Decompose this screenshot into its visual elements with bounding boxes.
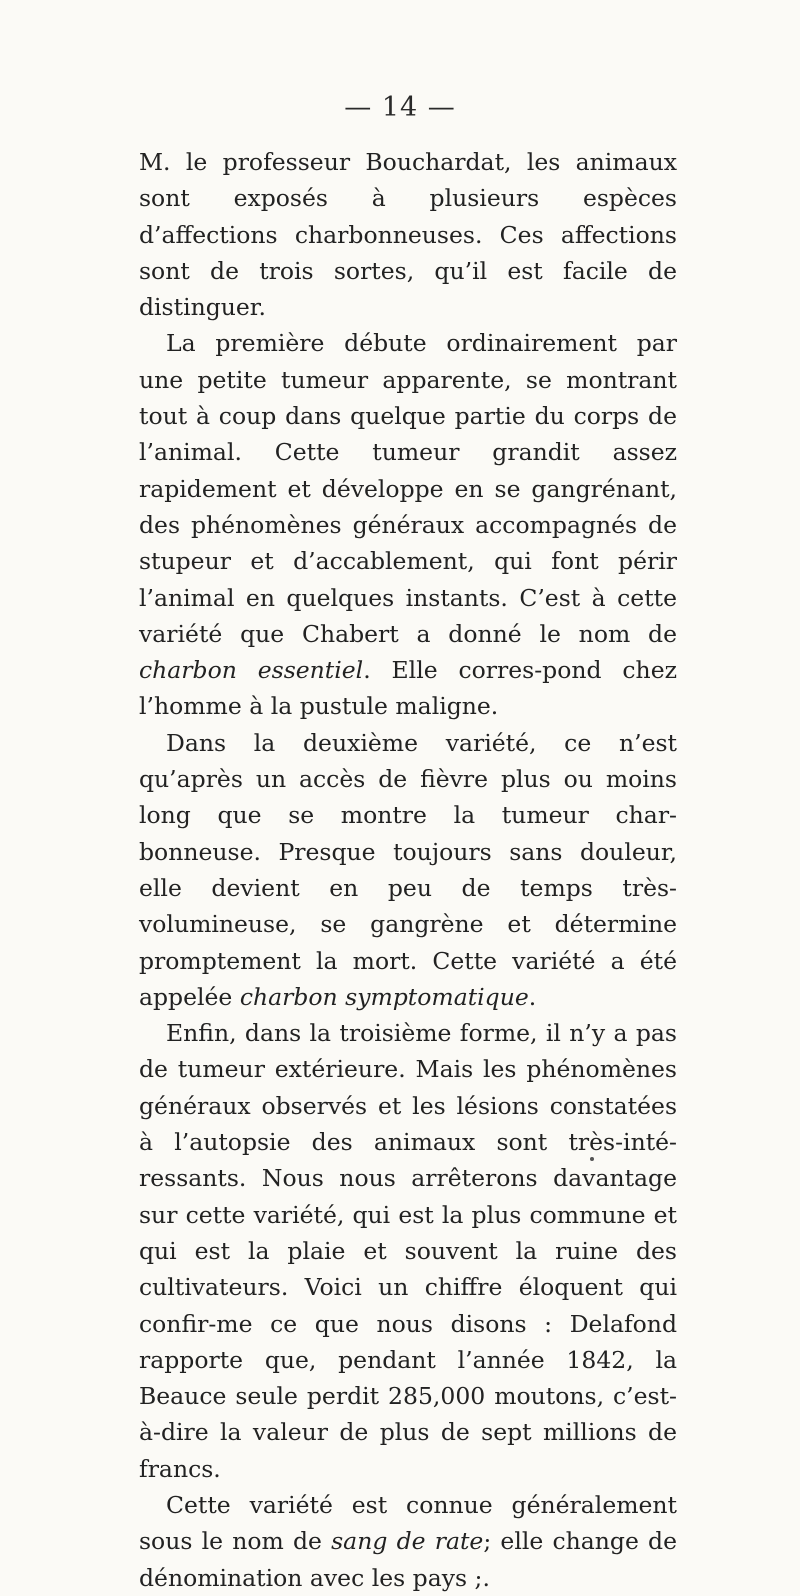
- ink-speck: [590, 1157, 594, 1161]
- paragraph-2-text-after: . Elle corres-pond chez l’homme à la pustule maligne.: [139, 656, 677, 721]
- body-text: [139, 144, 677, 1596]
- paragraph-3: [139, 725, 677, 1015]
- paragraph-3-text-after: .: [528, 982, 537, 1011]
- paragraph-3-italic-term: charbon symptomatique: [239, 982, 529, 1011]
- paragraph-4: [139, 1015, 677, 1487]
- paragraph-2-italic-term: charbon essentiel: [139, 656, 364, 685]
- paragraph-1-text: M. le professeur Bouchardat, les animaux sont exposés à plusieurs espèces d’affections charbonneuses. Ces affections sont de trois sortes, qu’il est facile de distinguer.: [139, 148, 677, 322]
- paragraph-1: [139, 144, 677, 325]
- page-number: — 14 —: [344, 92, 456, 123]
- paragraph-5-text-before: Cette variété est connue généralement sous le nom de: [139, 1490, 677, 1556]
- paragraph-5-italic-term: sang de rate: [331, 1527, 484, 1556]
- paragraph-5: [139, 1487, 677, 1596]
- paragraph-3-text-before: Dans la deuxième variété, ce n’est qu’après un accès de fièvre plus ou moins long que se montre la tumeur char-bonneuse. Presque toujours sans douleur, elle devient en peu de temps très-volumineuse, se gangrène et détermine promptement la mort. Cette variété a été appelée: [139, 728, 677, 1011]
- paragraph-2: [139, 325, 677, 724]
- paragraph-4-text: Enfin, dans la troisième forme, il n’y a pas de tumeur extérieure. Mais les phénomènes généraux observés et les lésions constatées à l’autopsie des animaux sont très-inté-ressants. Nous nous arrêterons davantage sur cette variété, qui est la plus commune et qui est la plaie et souvent la ruine des cultivateurs. Voici un chiffre éloquent qui confir-me ce que nous disons : Delafond rapporte que, pendant l’année 1842, la Beauce seule perdit 285,000 moutons, c’est-à-dire la valeur de plus de sept millions de francs.: [139, 1019, 677, 1483]
- paragraph-5-text-after: ; elle change de dénomination avec les pays ;.: [139, 1527, 677, 1592]
- paragraph-2-text-before: La première débute ordinairement par une petite tumeur apparente, se montrant tout à coup dans quelque partie du corps de l’animal. Cette tumeur grandit assez rapidement et développe en se gangrénant, des phénomènes généraux accompagnés de stupeur et d’accablement, qui font périr l’animal en quelques instants. C’est à cette variété que Chabert a donné le nom de: [139, 329, 677, 648]
